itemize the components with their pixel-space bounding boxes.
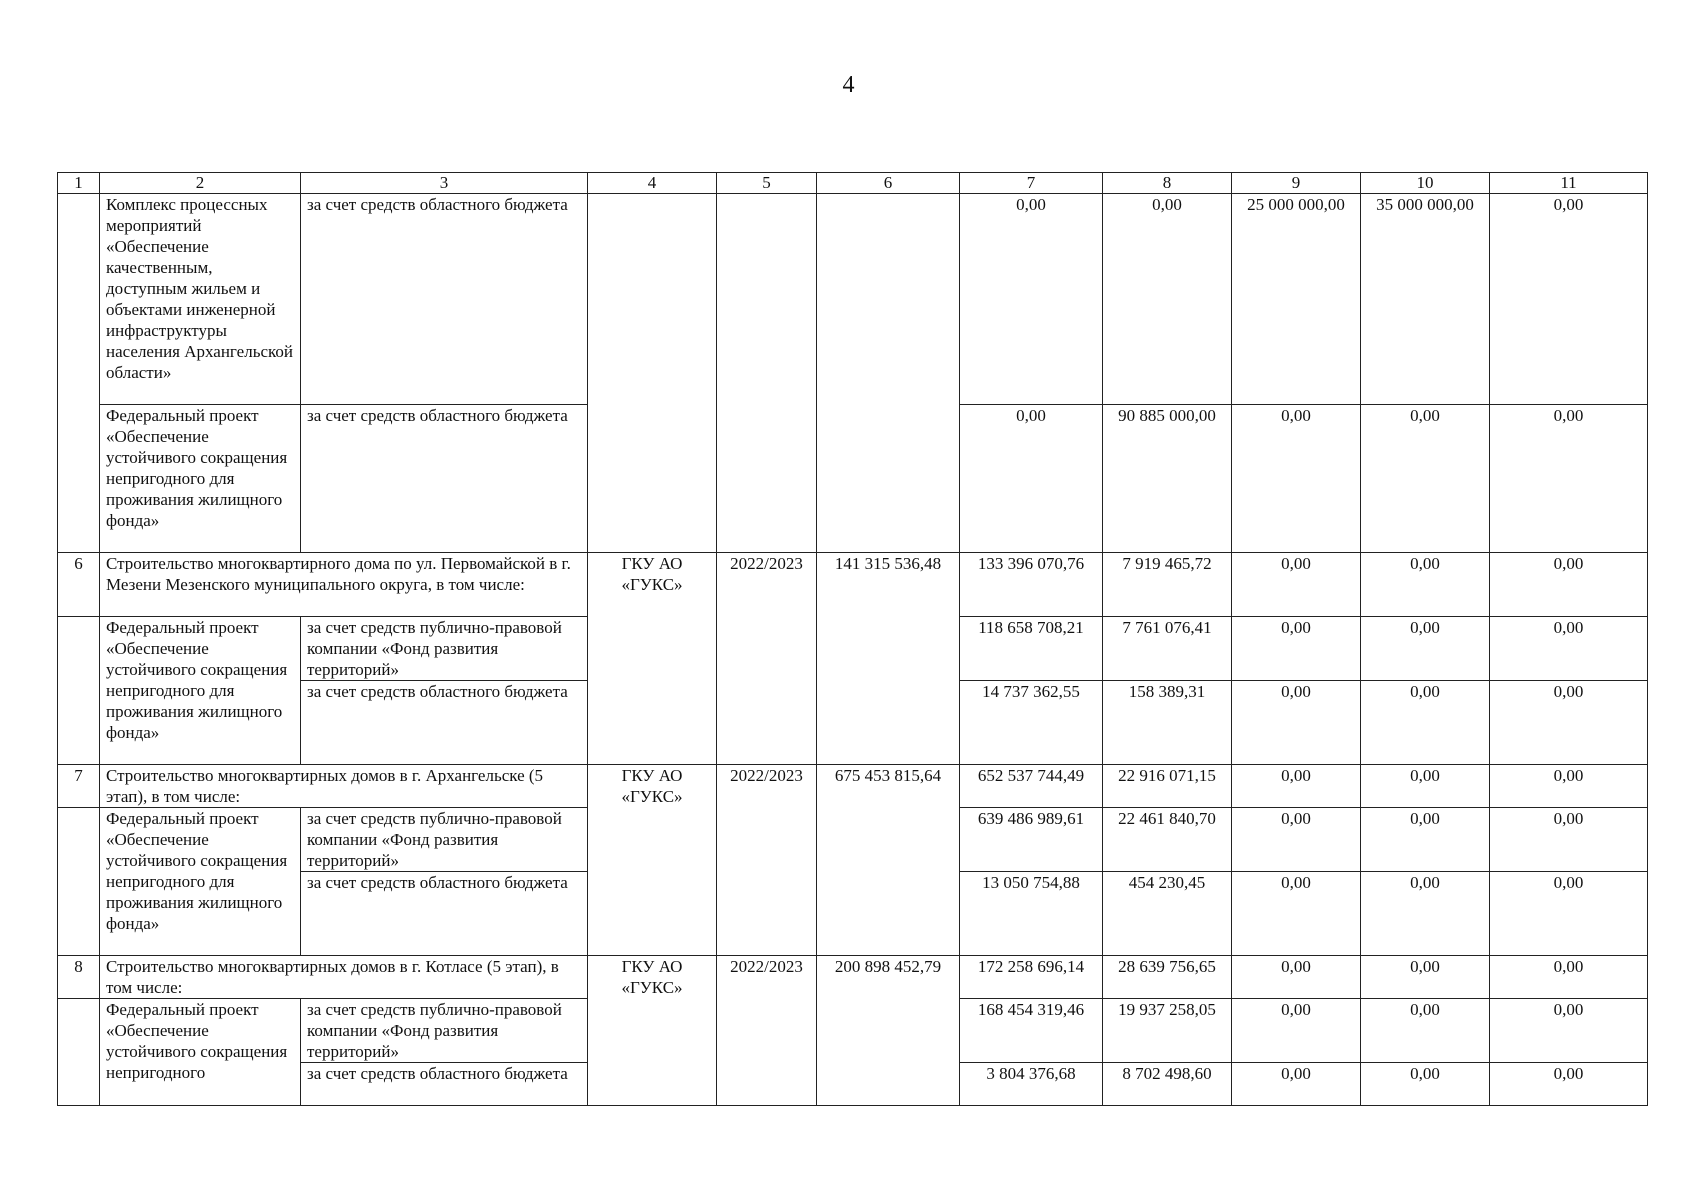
- amount-cell: 22 461 840,70: [1103, 808, 1232, 872]
- amount-cell: 19 937 258,05: [1103, 999, 1232, 1063]
- amount-cell: 0,00: [1232, 808, 1361, 872]
- amount-cell: 0,00: [1490, 808, 1648, 872]
- funding-source-cell: за счет средств областного бюджета: [301, 872, 588, 956]
- total-cost-cell: 675 453 815,64: [817, 765, 960, 956]
- amount-cell: 0,00: [1232, 872, 1361, 956]
- column-header: 3: [301, 173, 588, 194]
- table-cell: [717, 194, 817, 553]
- amount-cell: 652 537 744,49: [960, 765, 1103, 808]
- column-header: 7: [960, 173, 1103, 194]
- years-cell: 2022/2023: [717, 553, 817, 765]
- amount-cell: 0,00: [1490, 194, 1648, 405]
- amount-cell: 0,00: [1232, 956, 1361, 999]
- amount-cell: 28 639 756,65: [1103, 956, 1232, 999]
- executor-cell: ГКУ АО «ГУКС»: [588, 765, 717, 956]
- amount-cell: 0,00: [1490, 617, 1648, 681]
- amount-cell: 0,00: [1232, 765, 1361, 808]
- amount-cell: 0,00: [1490, 765, 1648, 808]
- amount-cell: 0,00: [1490, 872, 1648, 956]
- funding-source-cell: за счет средств областного бюджета: [301, 1063, 588, 1106]
- table-row-item-6: [58, 553, 1648, 617]
- amount-cell: 0,00: [1361, 681, 1490, 765]
- amount-cell: 0,00: [1490, 405, 1648, 553]
- amount-cell: 7 761 076,41: [1103, 617, 1232, 681]
- funding-source-cell: за счет средств областного бюджета: [301, 405, 588, 553]
- program-name-cell: Федеральный проект «Обеспечение устойчивого сокращения непригодного: [100, 999, 301, 1106]
- amount-cell: 0,00: [1232, 1063, 1361, 1106]
- table-cell: [817, 194, 960, 553]
- table-cell: [58, 194, 100, 553]
- column-header: 11: [1490, 173, 1648, 194]
- funding-source-cell: за счет средств публично-правовой компании «Фонд развития территорий»: [301, 999, 588, 1063]
- column-header: 6: [817, 173, 960, 194]
- amount-cell: 0,00: [1361, 617, 1490, 681]
- amount-cell: 0,00: [1361, 405, 1490, 553]
- row-number-cell: 8: [58, 956, 100, 999]
- funding-source-cell: за счет средств областного бюджета: [301, 194, 588, 405]
- table-cell: [58, 999, 100, 1106]
- table-cell: [58, 808, 100, 956]
- column-header: 1: [58, 173, 100, 194]
- column-header: 2: [100, 173, 301, 194]
- amount-cell: 0,00: [1490, 553, 1648, 617]
- program-name-cell: Федеральный проект «Обеспечение устойчивого сокращения непригодного для проживания жилищного фонда»: [100, 808, 301, 956]
- object-title-cell: Строительство многоквартирного дома по ул. Первомайской в г. Мезени Мезенского муниципального округа, в том числе:: [100, 553, 588, 617]
- table-cell: [588, 194, 717, 553]
- table-row-item-8: [58, 956, 1648, 999]
- amount-cell: 0,00: [1490, 1063, 1648, 1106]
- amount-cell: 0,00: [960, 405, 1103, 553]
- amount-cell: 22 916 071,15: [1103, 765, 1232, 808]
- column-header: 9: [1232, 173, 1361, 194]
- amount-cell: 118 658 708,21: [960, 617, 1103, 681]
- amount-cell: 0,00: [1103, 194, 1232, 405]
- table-row: [58, 194, 1648, 405]
- amount-cell: 25 000 000,00: [1232, 194, 1361, 405]
- amount-cell: 0,00: [1361, 808, 1490, 872]
- amount-cell: 14 737 362,55: [960, 681, 1103, 765]
- column-header: 10: [1361, 173, 1490, 194]
- years-cell: 2022/2023: [717, 956, 817, 1106]
- amount-cell: 0,00: [1490, 999, 1648, 1063]
- object-title-cell: Строительство многоквартирных домов в г. Архангельске (5 этап), в том числе:: [100, 765, 588, 808]
- column-header: 4: [588, 173, 717, 194]
- amount-cell: 0,00: [1232, 405, 1361, 553]
- amount-cell: 0,00: [1361, 999, 1490, 1063]
- amount-cell: 0,00: [1232, 617, 1361, 681]
- amount-cell: 133 396 070,76: [960, 553, 1103, 617]
- amount-cell: 0,00: [1232, 553, 1361, 617]
- funding-source-cell: за счет средств публично-правовой компании «Фонд развития территорий»: [301, 617, 588, 681]
- funding-source-cell: за счет средств публично-правовой компании «Фонд развития территорий»: [301, 808, 588, 872]
- column-header: 5: [717, 173, 817, 194]
- amount-cell: 0,00: [1232, 681, 1361, 765]
- amount-cell: 0,00: [960, 194, 1103, 405]
- page-number: 4: [842, 72, 855, 98]
- amount-cell: 0,00: [1490, 956, 1648, 999]
- row-number-cell: 6: [58, 553, 100, 617]
- amount-cell: 0,00: [1361, 956, 1490, 999]
- amount-cell: 158 389,31: [1103, 681, 1232, 765]
- amount-cell: 0,00: [1232, 999, 1361, 1063]
- amount-cell: 172 258 696,14: [960, 956, 1103, 999]
- amount-cell: 454 230,45: [1103, 872, 1232, 956]
- amount-cell: 13 050 754,88: [960, 872, 1103, 956]
- program-name-cell: Федеральный проект «Обеспечение устойчивого сокращения непригодного для проживания жилищного фонда»: [100, 617, 301, 765]
- amount-cell: 0,00: [1361, 553, 1490, 617]
- funding-source-cell: за счет средств областного бюджета: [301, 681, 588, 765]
- amount-cell: 8 702 498,60: [1103, 1063, 1232, 1106]
- budget-table: [57, 172, 1648, 1106]
- amount-cell: 35 000 000,00: [1361, 194, 1490, 405]
- amount-cell: 0,00: [1361, 872, 1490, 956]
- program-name-cell: Комплекс процессных мероприятий «Обеспечение качественным, доступным жильем и объектами инженерной инфраструктуры населения Архангельской области»: [100, 194, 301, 405]
- program-name-cell: Федеральный проект «Обеспечение устойчивого сокращения непригодного для проживания жилищного фонда»: [100, 405, 301, 553]
- amount-cell: 0,00: [1361, 765, 1490, 808]
- column-header: 8: [1103, 173, 1232, 194]
- executor-cell: ГКУ АО «ГУКС»: [588, 956, 717, 1106]
- years-cell: 2022/2023: [717, 765, 817, 956]
- executor-cell: ГКУ АО «ГУКС»: [588, 553, 717, 765]
- amount-cell: 0,00: [1490, 681, 1648, 765]
- row-number-cell: 7: [58, 765, 100, 808]
- amount-cell: 0,00: [1361, 1063, 1490, 1106]
- amount-cell: 639 486 989,61: [960, 808, 1103, 872]
- table-row-item-7: [58, 765, 1648, 808]
- amount-cell: 168 454 319,46: [960, 999, 1103, 1063]
- total-cost-cell: 141 315 536,48: [817, 553, 960, 765]
- column-numbers-row: [58, 173, 1648, 194]
- total-cost-cell: 200 898 452,79: [817, 956, 960, 1106]
- object-title-cell: Строительство многоквартирных домов в г. Котласе (5 этап), в том числе:: [100, 956, 588, 999]
- table-cell: [58, 617, 100, 765]
- amount-cell: 3 804 376,68: [960, 1063, 1103, 1106]
- amount-cell: 90 885 000,00: [1103, 405, 1232, 553]
- amount-cell: 7 919 465,72: [1103, 553, 1232, 617]
